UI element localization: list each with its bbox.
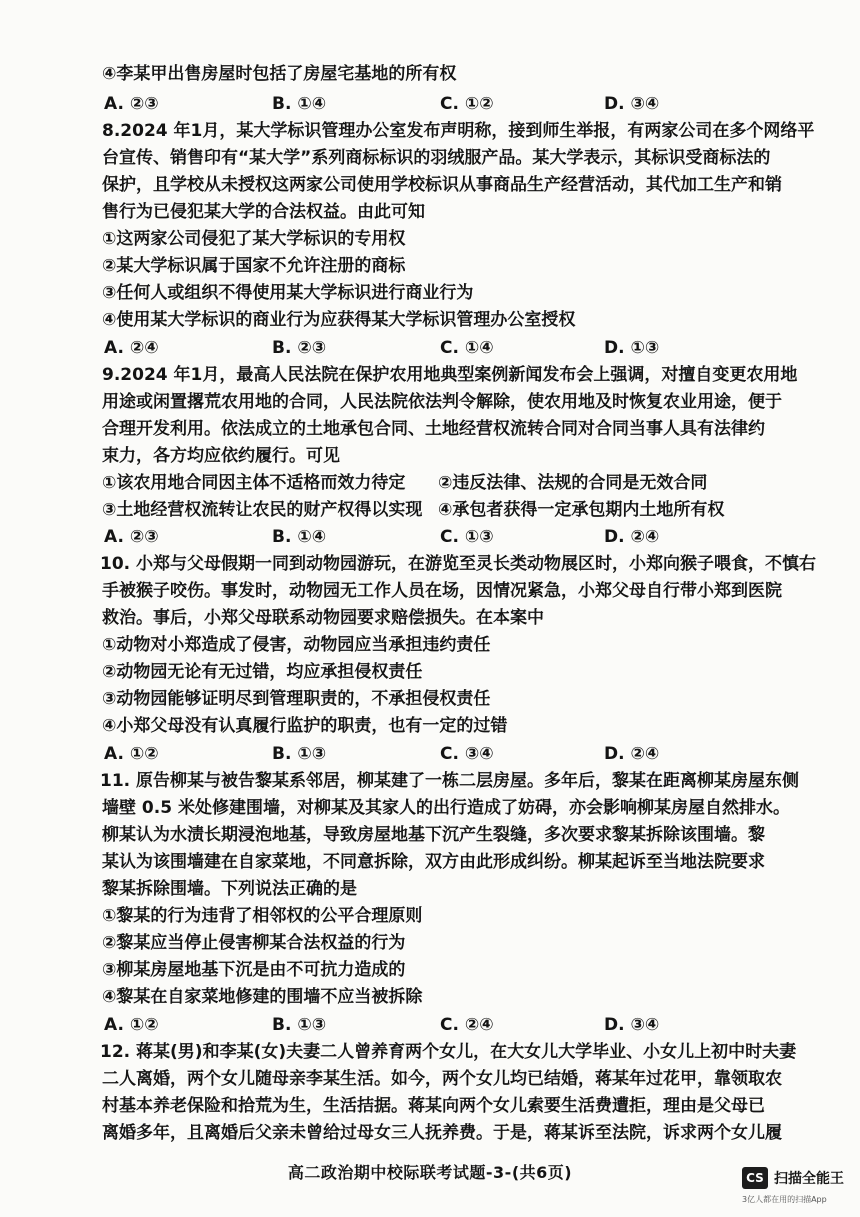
q11-statement: ③柳某房屋地基下沉是由不可抗力造成的	[102, 960, 406, 980]
choice-a: A. ②④	[104, 338, 159, 358]
choice-b: B. ①④	[272, 94, 327, 114]
q11-stem-line: 柳某认为水渍长期浸泡地基，导致房屋地基下沉产生裂缝，多次要求黎某拆除该围墙。黎	[102, 825, 765, 845]
choice-d: D. ②④	[604, 744, 660, 764]
choice-a: A. ②③	[104, 94, 159, 114]
choice-d: D. ①③	[604, 338, 660, 358]
choice-b: B. ①③	[272, 1015, 327, 1035]
q11-statement: ④黎某在自家菜地修建的围墙不应当被拆除	[102, 987, 423, 1007]
q8-choices	[102, 336, 742, 360]
choice-d: D. ②④	[604, 527, 660, 547]
q11-stem-line: 墙壁 0.5 米处修建围墙，对柳某及其家人的出行造成了妨碍，亦会影响柳某房屋自然排水。	[102, 798, 790, 818]
q9-choices	[102, 525, 742, 549]
q10-stem-line: 10. 小郑与父母假期一同到动物园游玩，在游览至灵长类动物展区时，小郑向猴子喂食，不慎右	[100, 554, 817, 574]
q9-statements-row	[102, 471, 742, 495]
q12-stem-line: 二人离婚，两个女儿随母亲李某生活。如今，两个女儿均已结婚，蒋某年过花甲，靠领取农	[102, 1069, 782, 1089]
q9-statement: ②违反法律、法规的合同是无效合同	[438, 473, 708, 493]
choice-d: D. ③④	[604, 94, 660, 114]
q9-statements-row	[102, 498, 742, 522]
logo-tagline: 3亿人都在用的扫描App	[742, 1195, 827, 1204]
choice-b: B. ①③	[272, 744, 327, 764]
logo-name: 扫描全能王	[774, 1171, 844, 1187]
q10-statement: ③动物园能够证明尽到管理职责的，不承担侵权责任	[102, 689, 491, 709]
q10-statement: ④小郑父母没有认真履行监护的职责，也有一定的过错	[102, 716, 508, 736]
q8-stem-line: 8.2024 年1月，某大学标识管理办公室发布声明称，接到师生举报，有两家公司在多个网络平	[102, 121, 815, 141]
q10-choices	[102, 742, 742, 766]
q8-statement: ①这两家公司侵犯了某大学标识的专用权	[102, 229, 406, 249]
choice-a: A. ①②	[104, 744, 159, 764]
q11-choices	[102, 1013, 742, 1037]
choice-c: C. ①④	[440, 338, 494, 358]
q10-statement: ①动物对小郑造成了侵害，动物园应当承担违约责任	[102, 635, 491, 655]
q9-statement: ①该农用地合同因主体不适格而效力待定	[102, 473, 406, 493]
q10-statement: ②动物园无论有无过错，均应承担侵权责任	[102, 662, 423, 682]
q11-statement: ②黎某应当停止侵害柳某合法权益的行为	[102, 933, 406, 953]
choice-b: B. ②③	[272, 338, 327, 358]
q11-stem-line: 某认为该围墙建在自家菜地，不同意拆除，双方由此形成纠纷。柳某起诉至当地法院要求	[102, 852, 765, 872]
choice-c: C. ③④	[440, 744, 494, 764]
q8-stem-line: 售行为已侵犯某大学的合法权益。由此可知	[102, 202, 425, 222]
q9-stem-line: 束力，各方均应依约履行。可见	[102, 446, 340, 466]
q7-option-4: ④李某甲出售房屋时包括了房屋宅基地的所有权	[102, 64, 457, 84]
q8-statement: ④使用某大学标识的商业行为应获得某大学标识管理办公室授权	[102, 310, 576, 330]
choice-c: C. ①②	[440, 94, 494, 114]
choice-d: D. ③④	[604, 1015, 660, 1035]
q7-choices	[102, 92, 742, 116]
choice-c: C. ②④	[440, 1015, 494, 1035]
choice-c: C. ①③	[440, 527, 494, 547]
q9-statement: ③土地经营权流转让农民的财产权得以实现	[102, 500, 423, 520]
q8-statement: ②某大学标识属于国家不允许注册的商标	[102, 256, 406, 276]
q12-stem-line: 12. 蒋某(男)和李某(女)夫妻二人曾养育两个女儿，在大女儿大学毕业、小女儿上初中时夫妻	[100, 1042, 797, 1062]
q9-stem-line: 用途或闲置撂荒农用地的合同，人民法院依法判令解除，使农用地及时恢复农业用途，便于	[102, 392, 782, 412]
scanner-watermark	[742, 1167, 842, 1207]
choice-a: A. ①②	[104, 1015, 159, 1035]
q12-stem-line: 村基本养老保险和拾荒为生，生活拮据。蒋某向两个女儿索要生活费遭拒，理由是父母已	[102, 1096, 765, 1116]
q10-stem-line: 救治。事后，小郑父母联系动物园要求赔偿损失。在本案中	[102, 608, 544, 628]
q11-stem-line: 黎某拆除围墙。下列说法正确的是	[102, 879, 357, 899]
q11-statement: ①黎某的行为违背了相邻权的公平合理原则	[102, 906, 423, 926]
choice-a: A. ②③	[104, 527, 159, 547]
cs-logo-icon: CS	[742, 1167, 768, 1189]
q11-stem-line: 11. 原告柳某与被告黎某系邻居，柳某建了一栋二层房屋。多年后，黎某在距离柳某房屋东侧	[100, 771, 800, 791]
q9-statement: ④承包者获得一定承包期内土地所有权	[438, 500, 725, 520]
q8-stem-line: 保护，且学校从未授权这两家公司使用学校标识从事商品生产经营活动，其代加工生产和销	[102, 175, 782, 195]
choice-b: B. ①④	[272, 527, 327, 547]
q8-stem-line: 台宣传、销售印有“某大学”系列商标标识的羽绒服产品。某大学表示，其标识受商标法的	[102, 148, 771, 168]
q10-stem-line: 手被猴子咬伤。事发时，动物园无工作人员在场，因情况紧急，小郑父母自行带小郑到医院	[102, 581, 782, 601]
q9-stem-line: 9.2024 年1月，最高人民法院在保护农用地典型案例新闻发布会上强调，对擅自变更农用地	[102, 365, 798, 385]
page-footer: 高二政治期中校际联考试题-3-(共6页)	[287, 1163, 573, 1182]
q9-stem-line: 合理开发利用。依法成立的土地承包合同、土地经营权流转合同对合同当事人具有法律约	[102, 419, 765, 439]
q12-stem-line: 离婚多年，且离婚后父亲未曾给过母女三人抚养费。于是，蒋某诉至法院，诉求两个女儿履	[102, 1123, 782, 1143]
q8-statement: ③任何人或组织不得使用某大学标识进行商业行为	[102, 283, 474, 303]
